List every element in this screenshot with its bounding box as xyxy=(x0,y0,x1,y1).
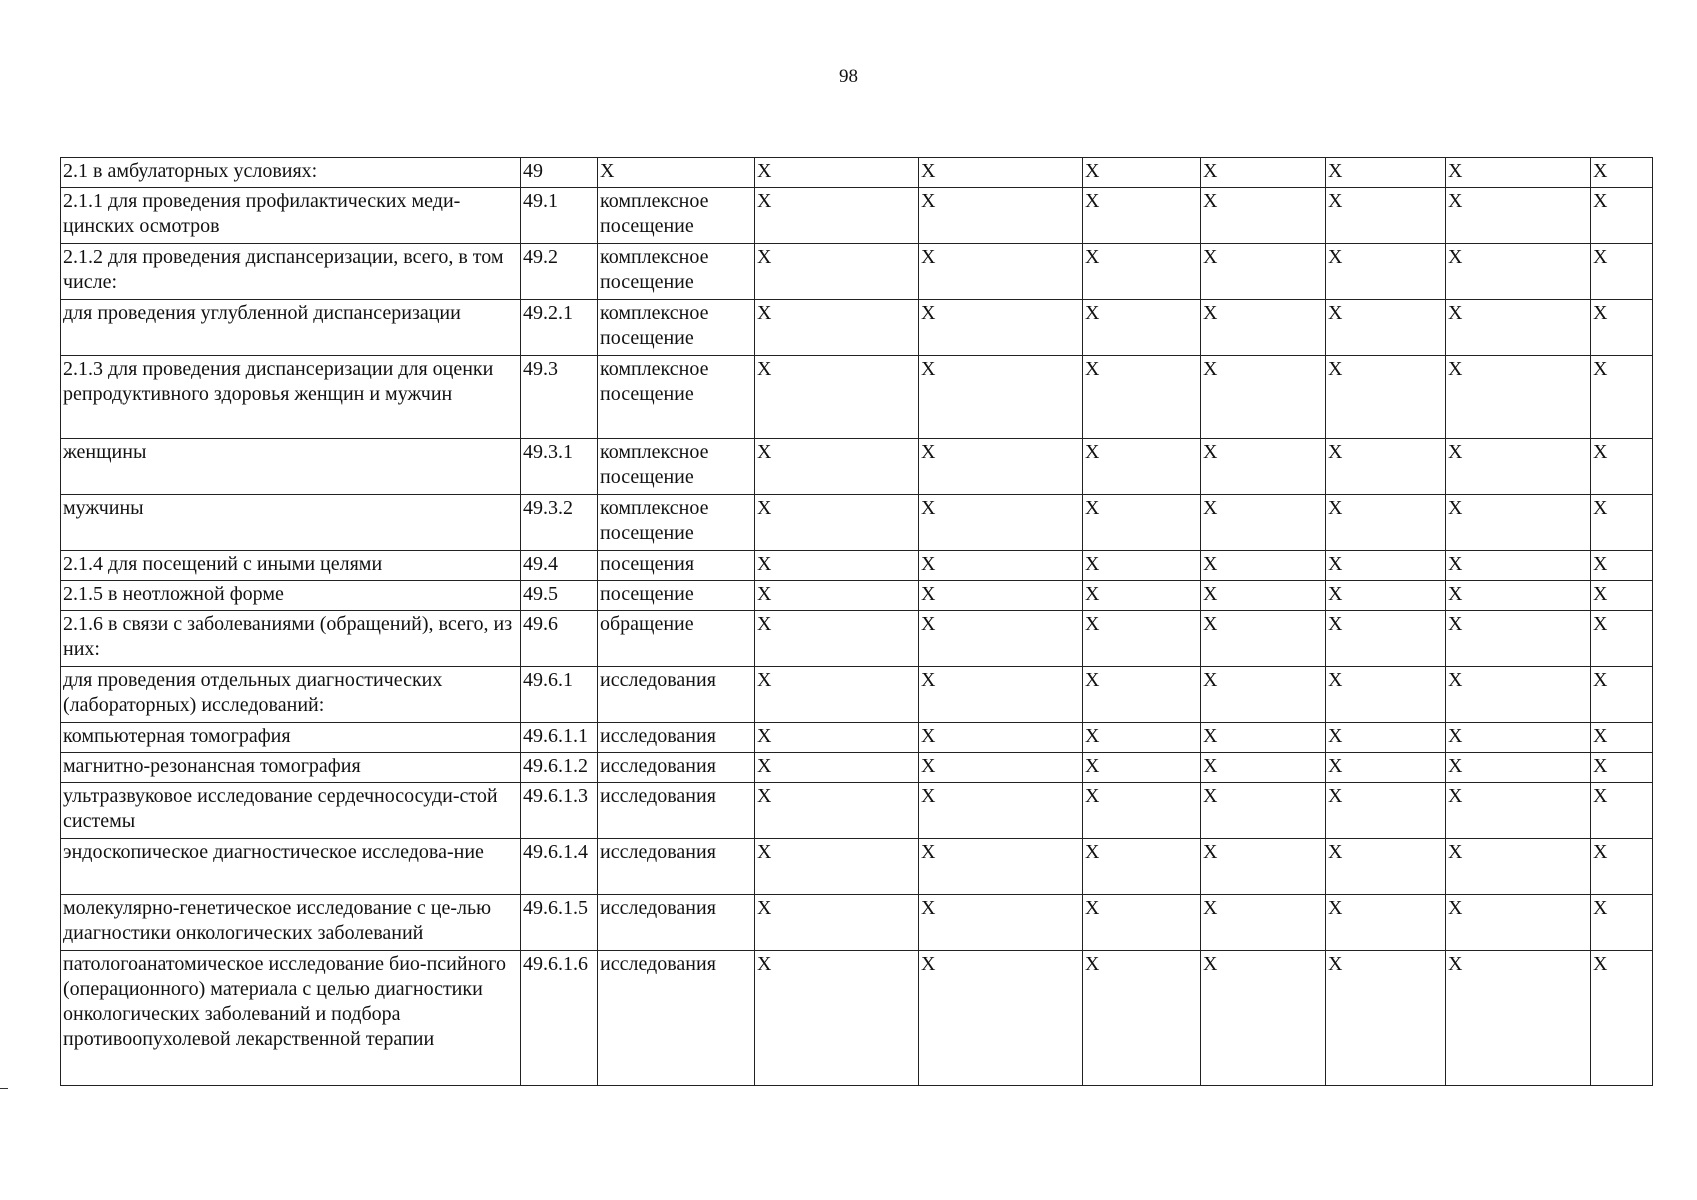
row-name-cell: мужчины xyxy=(61,495,521,551)
row-code-cell: 49.6.1.6 xyxy=(521,951,598,1086)
table-row xyxy=(61,495,1653,551)
table-row xyxy=(61,158,1653,188)
row-mark-cell: X xyxy=(919,895,1083,951)
row-mark-cell: X xyxy=(1083,839,1201,895)
table-row xyxy=(61,723,1653,753)
row-mark-cell: X xyxy=(755,244,919,300)
row-mark-cell: X xyxy=(1446,188,1591,244)
row-mark-cell: X xyxy=(1446,753,1591,783)
row-mark-cell: X xyxy=(1326,188,1446,244)
data-table xyxy=(60,157,1653,1086)
row-unit-cell: посещение xyxy=(598,581,755,611)
row-mark-cell: X xyxy=(1446,581,1591,611)
row-unit-cell: комплексное посещение xyxy=(598,188,755,244)
row-mark-cell: X xyxy=(1326,551,1446,581)
table-row xyxy=(61,439,1653,495)
row-mark-cell: X xyxy=(1083,581,1201,611)
row-mark-cell: X xyxy=(1201,723,1326,753)
row-mark-cell: X xyxy=(919,356,1083,439)
row-mark-cell: X xyxy=(919,951,1083,1086)
row-mark-cell: X xyxy=(1083,551,1201,581)
table-row xyxy=(61,551,1653,581)
row-unit-cell: исследования xyxy=(598,723,755,753)
row-mark-cell: X xyxy=(919,495,1083,551)
row-name-cell: для проведения углубленной диспансеризации xyxy=(61,300,521,356)
row-name-cell: 2.1.4 для посещений с иными целями xyxy=(61,551,521,581)
table-row xyxy=(61,667,1653,723)
row-unit-cell: исследования xyxy=(598,839,755,895)
row-mark-cell: X xyxy=(1446,783,1591,839)
row-mark-cell: X xyxy=(919,611,1083,667)
row-name-cell: 2.1.1 для проведения профилактических меди-цинских осмотров xyxy=(61,188,521,244)
row-mark-cell: X xyxy=(755,723,919,753)
row-unit-cell: исследования xyxy=(598,783,755,839)
row-mark-cell: X xyxy=(1591,895,1653,951)
row-name-cell: 2.1.5 в неотложной форме xyxy=(61,581,521,611)
row-mark-cell: X xyxy=(1083,951,1201,1086)
row-mark-cell: X xyxy=(919,753,1083,783)
row-mark-cell: X xyxy=(1446,495,1591,551)
row-mark-cell: X xyxy=(1201,895,1326,951)
row-mark-cell: X xyxy=(1591,439,1653,495)
row-mark-cell: X xyxy=(1591,244,1653,300)
row-name-cell: 2.1.6 в связи с заболеваниями (обращений), всего, из них: xyxy=(61,611,521,667)
row-mark-cell: X xyxy=(1083,611,1201,667)
row-name-cell: ультразвуковое исследование сердечнососуди-стой системы xyxy=(61,783,521,839)
row-mark-cell: X xyxy=(1201,495,1326,551)
row-mark-cell: X xyxy=(755,753,919,783)
margin-tick xyxy=(0,1088,8,1089)
row-code-cell: 49.1 xyxy=(521,188,598,244)
row-mark-cell: X xyxy=(1591,188,1653,244)
row-code-cell: 49.5 xyxy=(521,581,598,611)
row-unit-cell: комплексное посещение xyxy=(598,439,755,495)
row-mark-cell: X xyxy=(919,188,1083,244)
row-mark-cell: X xyxy=(1326,611,1446,667)
row-code-cell: 49.3 xyxy=(521,356,598,439)
row-mark-cell: X xyxy=(1446,723,1591,753)
row-name-cell: для проведения отдельных диагностических (лабораторных) исследований: xyxy=(61,667,521,723)
row-mark-cell: X xyxy=(1591,356,1653,439)
row-name-cell: компьютерная томография xyxy=(61,723,521,753)
row-mark-cell: X xyxy=(755,439,919,495)
row-code-cell: 49.2.1 xyxy=(521,300,598,356)
row-mark-cell: X xyxy=(1083,895,1201,951)
row-code-cell: 49.6.1 xyxy=(521,667,598,723)
row-name-cell: женщины xyxy=(61,439,521,495)
row-mark-cell: X xyxy=(755,495,919,551)
row-unit-cell: комплексное посещение xyxy=(598,244,755,300)
row-mark-cell: X xyxy=(1201,551,1326,581)
row-mark-cell: X xyxy=(1201,839,1326,895)
row-mark-cell: X xyxy=(755,188,919,244)
row-mark-cell: X xyxy=(1201,300,1326,356)
row-mark-cell: X xyxy=(919,783,1083,839)
row-mark-cell: X xyxy=(1591,839,1653,895)
row-code-cell: 49.6.1.1 xyxy=(521,723,598,753)
row-mark-cell: X xyxy=(755,158,919,188)
row-code-cell: 49.6 xyxy=(521,611,598,667)
row-mark-cell: X xyxy=(1201,356,1326,439)
row-mark-cell: X xyxy=(1326,244,1446,300)
table-row xyxy=(61,356,1653,439)
table-row xyxy=(61,188,1653,244)
row-mark-cell: X xyxy=(755,300,919,356)
row-mark-cell: X xyxy=(1591,951,1653,1086)
row-mark-cell: X xyxy=(1083,158,1201,188)
row-mark-cell: X xyxy=(1591,581,1653,611)
table-row xyxy=(61,244,1653,300)
row-mark-cell: X xyxy=(1446,158,1591,188)
row-unit-cell: комплексное посещение xyxy=(598,300,755,356)
row-mark-cell: X xyxy=(1591,753,1653,783)
row-mark-cell: X xyxy=(919,300,1083,356)
table-row xyxy=(61,839,1653,895)
row-mark-cell: X xyxy=(1083,723,1201,753)
row-code-cell: 49 xyxy=(521,158,598,188)
row-mark-cell: X xyxy=(919,244,1083,300)
row-code-cell: 49.3.1 xyxy=(521,439,598,495)
row-mark-cell: X xyxy=(1201,439,1326,495)
row-mark-cell: X xyxy=(755,839,919,895)
row-unit-cell: исследования xyxy=(598,667,755,723)
row-mark-cell: X xyxy=(1446,667,1591,723)
row-mark-cell: X xyxy=(1591,158,1653,188)
row-code-cell: 49.6.1.4 xyxy=(521,839,598,895)
row-name-cell: эндоскопическое диагностическое исследова-ние xyxy=(61,839,521,895)
row-unit-cell: X xyxy=(598,158,755,188)
row-mark-cell: X xyxy=(1326,581,1446,611)
row-code-cell: 49.6.1.5 xyxy=(521,895,598,951)
row-name-cell: магнитно-резонансная томография xyxy=(61,753,521,783)
row-mark-cell: X xyxy=(1326,667,1446,723)
row-mark-cell: X xyxy=(1446,244,1591,300)
row-unit-cell: обращение xyxy=(598,611,755,667)
row-unit-cell: исследования xyxy=(598,895,755,951)
row-mark-cell: X xyxy=(1591,611,1653,667)
row-mark-cell: X xyxy=(755,611,919,667)
row-mark-cell: X xyxy=(1083,667,1201,723)
row-mark-cell: X xyxy=(1201,188,1326,244)
row-mark-cell: X xyxy=(1201,244,1326,300)
row-code-cell: 49.2 xyxy=(521,244,598,300)
row-mark-cell: X xyxy=(1201,611,1326,667)
row-mark-cell: X xyxy=(1083,439,1201,495)
row-code-cell: 49.4 xyxy=(521,551,598,581)
row-name-cell: патологоанатомическое исследование био-псийного (операционного) материала с целью диагностики онкологических заболеваний и подбора противоопухолевой лекарственной терапии xyxy=(61,951,521,1086)
row-mark-cell: X xyxy=(1446,839,1591,895)
row-name-cell: 2.1 в амбулаторных условиях: xyxy=(61,158,521,188)
row-mark-cell: X xyxy=(1201,158,1326,188)
row-mark-cell: X xyxy=(1201,951,1326,1086)
row-mark-cell: X xyxy=(919,667,1083,723)
row-mark-cell: X xyxy=(1446,439,1591,495)
table-body xyxy=(61,158,1653,1086)
table-row xyxy=(61,300,1653,356)
row-mark-cell: X xyxy=(1083,495,1201,551)
row-unit-cell: посещения xyxy=(598,551,755,581)
row-mark-cell: X xyxy=(1326,723,1446,753)
table-row xyxy=(61,783,1653,839)
row-unit-cell: комплексное посещение xyxy=(598,495,755,551)
row-mark-cell: X xyxy=(1326,783,1446,839)
row-mark-cell: X xyxy=(1326,839,1446,895)
row-mark-cell: X xyxy=(1083,356,1201,439)
row-mark-cell: X xyxy=(1446,551,1591,581)
row-mark-cell: X xyxy=(755,581,919,611)
row-mark-cell: X xyxy=(1326,158,1446,188)
row-mark-cell: X xyxy=(919,723,1083,753)
row-mark-cell: X xyxy=(1591,783,1653,839)
row-mark-cell: X xyxy=(1446,895,1591,951)
row-mark-cell: X xyxy=(1201,667,1326,723)
row-mark-cell: X xyxy=(1446,611,1591,667)
row-mark-cell: X xyxy=(1326,356,1446,439)
row-mark-cell: X xyxy=(919,581,1083,611)
row-mark-cell: X xyxy=(1326,895,1446,951)
row-mark-cell: X xyxy=(919,158,1083,188)
row-mark-cell: X xyxy=(1083,300,1201,356)
row-mark-cell: X xyxy=(1201,581,1326,611)
row-mark-cell: X xyxy=(1326,439,1446,495)
row-code-cell: 49.6.1.2 xyxy=(521,753,598,783)
page-number: 98 xyxy=(839,66,858,87)
row-mark-cell: X xyxy=(1446,951,1591,1086)
row-unit-cell: исследования xyxy=(598,753,755,783)
row-mark-cell: X xyxy=(1446,356,1591,439)
row-mark-cell: X xyxy=(1326,951,1446,1086)
row-mark-cell: X xyxy=(755,783,919,839)
table-row xyxy=(61,581,1653,611)
row-mark-cell: X xyxy=(1326,300,1446,356)
row-code-cell: 49.3.2 xyxy=(521,495,598,551)
row-mark-cell: X xyxy=(1083,188,1201,244)
row-mark-cell: X xyxy=(919,839,1083,895)
row-unit-cell: исследования xyxy=(598,951,755,1086)
row-name-cell: молекулярно-генетическое исследование с це-лью диагностики онкологических заболеваний xyxy=(61,895,521,951)
row-mark-cell: X xyxy=(1201,753,1326,783)
row-unit-cell: комплексное посещение xyxy=(598,356,755,439)
row-mark-cell: X xyxy=(1591,551,1653,581)
row-name-cell: 2.1.2 для проведения диспансеризации, всего, в том числе: xyxy=(61,244,521,300)
row-name-cell: 2.1.3 для проведения диспансеризации для оценки репродуктивного здоровья женщин и мужчин xyxy=(61,356,521,439)
table-row xyxy=(61,753,1653,783)
row-code-cell: 49.6.1.3 xyxy=(521,783,598,839)
row-mark-cell: X xyxy=(1201,783,1326,839)
row-mark-cell: X xyxy=(919,551,1083,581)
row-mark-cell: X xyxy=(755,895,919,951)
row-mark-cell: X xyxy=(1591,495,1653,551)
row-mark-cell: X xyxy=(1591,300,1653,356)
row-mark-cell: X xyxy=(755,356,919,439)
table-row xyxy=(61,951,1653,1086)
table-row xyxy=(61,611,1653,667)
row-mark-cell: X xyxy=(1591,667,1653,723)
row-mark-cell: X xyxy=(755,667,919,723)
row-mark-cell: X xyxy=(1326,753,1446,783)
row-mark-cell: X xyxy=(919,439,1083,495)
row-mark-cell: X xyxy=(755,551,919,581)
row-mark-cell: X xyxy=(755,951,919,1086)
row-mark-cell: X xyxy=(1083,244,1201,300)
row-mark-cell: X xyxy=(1083,753,1201,783)
row-mark-cell: X xyxy=(1083,783,1201,839)
row-mark-cell: X xyxy=(1446,300,1591,356)
row-mark-cell: X xyxy=(1591,723,1653,753)
row-mark-cell: X xyxy=(1326,495,1446,551)
table-row xyxy=(61,895,1653,951)
